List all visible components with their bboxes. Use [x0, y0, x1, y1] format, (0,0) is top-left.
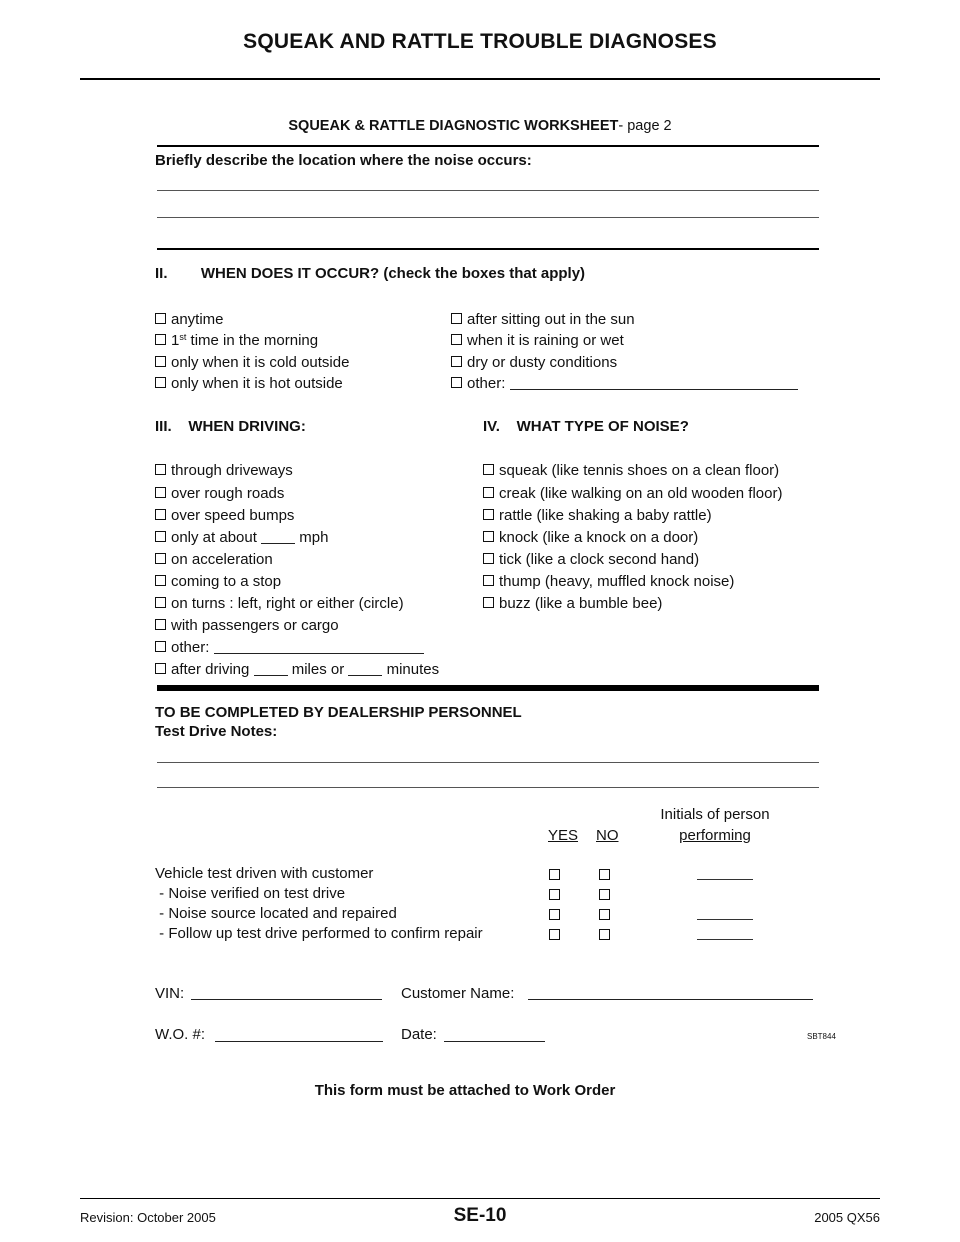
checkbox-creak[interactable] — [483, 485, 782, 502]
initials-header-line-1: Initials of person — [660, 806, 770, 823]
no-checkbox[interactable] — [599, 889, 610, 900]
checkbox-other-when[interactable] — [451, 375, 798, 392]
section-4-heading: IV. WHAT TYPE OF NOISE? — [483, 418, 689, 435]
option-label: after driving — [171, 661, 250, 678]
checkbox-icon — [451, 356, 462, 367]
unit-label: mph — [299, 529, 329, 546]
checkbox-acceleration[interactable] — [155, 551, 273, 568]
option-label: anytime — [171, 311, 224, 328]
no-header: NO — [596, 827, 619, 844]
checkbox-icon — [155, 553, 166, 564]
checkbox-icon — [483, 531, 494, 542]
location-line-2 — [157, 217, 819, 218]
checkbox-other-driving[interactable] — [155, 639, 424, 656]
vin-label: VIN: — [155, 985, 185, 1002]
option-label: when it is raining or wet — [467, 332, 624, 349]
option-label: over speed bumps — [171, 507, 295, 524]
page-title: SQUEAK AND RATTLE TROUBLE DIAGNOSES — [243, 30, 717, 53]
footer-rule — [80, 1198, 880, 1199]
test-drive-notes-label: Test Drive Notes: — [155, 723, 278, 740]
no-checkbox[interactable] — [599, 909, 610, 920]
option-label: dry or dusty conditions — [467, 354, 618, 371]
option-label: only when it is hot outside — [171, 375, 343, 392]
option-label-superscript: st — [179, 332, 187, 342]
checkbox-icon — [155, 487, 166, 498]
date-field[interactable] — [444, 1041, 545, 1042]
option-label: knock (like a knock on a door) — [499, 529, 699, 546]
checkbox-icon — [155, 464, 166, 475]
checkbox-icon — [155, 641, 166, 652]
unit-label: miles or — [291, 661, 345, 678]
checkbox-first-time-morning[interactable] — [155, 332, 318, 349]
page-number: SE-10 — [453, 1205, 507, 1226]
yes-checkbox[interactable] — [549, 909, 560, 920]
model-text: 2005 QX56 — [814, 1210, 880, 1225]
checkbox-anytime[interactable] — [155, 311, 224, 328]
no-checkbox[interactable] — [599, 929, 610, 940]
option-label: only when it is cold outside — [171, 354, 350, 371]
checkbox-icon — [451, 334, 462, 345]
checkbox-icon — [483, 509, 494, 520]
checkbox-icon — [451, 313, 462, 324]
checkbox-icon — [155, 377, 166, 388]
attach-note: This form must be attached to Work Order — [314, 1082, 616, 1099]
revision-text: Revision: October 2005 — [80, 1210, 216, 1225]
section-rule — [157, 248, 819, 250]
checkbox-stop[interactable] — [155, 573, 281, 590]
checkbox-icon — [451, 377, 462, 388]
checkbox-rattle[interactable] — [483, 507, 712, 524]
option-label: other: — [171, 639, 210, 656]
checkbox-icon — [483, 487, 494, 498]
section-3-heading: III. WHEN DRIVING: — [155, 418, 306, 435]
section-2-heading: II. WHEN DOES IT OCCUR? (check the boxes that apply) — [155, 265, 586, 282]
checkbox-sun[interactable] — [451, 311, 635, 328]
checkbox-thump[interactable] — [483, 573, 734, 590]
checkbox-icon — [483, 597, 494, 608]
checkbox-icon — [155, 313, 166, 324]
checkbox-icon — [155, 531, 166, 542]
checkbox-dusty[interactable] — [451, 354, 617, 371]
worksheet-title-page: - page 2 — [618, 118, 672, 134]
option-label: time in the morning — [190, 332, 319, 349]
checkbox-after-driving[interactable] — [155, 661, 439, 678]
checkbox-icon — [155, 663, 166, 674]
initials-header-line-2: performing — [679, 827, 751, 844]
option-label: over rough roads — [171, 485, 285, 502]
option-label: on turns : left, right or either (circle) — [171, 595, 404, 612]
checkbox-icon — [483, 464, 494, 475]
yes-header: YES — [548, 827, 579, 844]
checkbox-icon — [483, 575, 494, 586]
option-label: thump (heavy, muffled knock noise) — [499, 573, 735, 590]
checkbox-raining[interactable] — [451, 332, 624, 349]
checkbox-passengers[interactable] — [155, 617, 339, 634]
checkbox-icon — [155, 356, 166, 367]
unit-label: minutes — [386, 661, 440, 678]
checkbox-icon — [155, 334, 166, 345]
checkbox-icon — [155, 597, 166, 608]
figure-code: SBT844 — [807, 1032, 836, 1041]
checkbox-rough-roads[interactable] — [155, 485, 284, 502]
customer-name-field[interactable] — [528, 999, 813, 1000]
checkbox-turns[interactable] — [155, 595, 404, 612]
checkbox-tick[interactable] — [483, 551, 699, 568]
option-label: only at about — [171, 529, 257, 546]
worksheet-title-bold: SQUEAK & RATTLE DIAGNOSTIC WORKSHEET — [288, 118, 619, 134]
checkbox-icon — [155, 575, 166, 586]
work-order-label: W.O. #: — [155, 1026, 206, 1043]
option-label: other: — [467, 375, 506, 392]
dealer-heading: TO BE COMPLETED BY DEALERSHIP PERSONNEL — [155, 704, 522, 721]
option-label: on acceleration — [171, 551, 273, 568]
checkbox-driveways[interactable] — [155, 462, 293, 479]
check-row-label: - Noise source located and repaired — [155, 905, 397, 922]
vin-field[interactable] — [191, 999, 382, 1000]
date-label: Date: — [401, 1026, 437, 1043]
header-rule — [80, 78, 880, 80]
option-label-prefix: 1 — [171, 332, 180, 349]
initials-field[interactable] — [697, 919, 753, 920]
location-prompt: Briefly describe the location where the noise occurs: — [155, 152, 532, 169]
option-label: creak (like walking on an old wooden floor) — [499, 485, 783, 502]
worksheet-title — [0, 118, 960, 134]
customer-name-label: Customer Name: — [401, 985, 515, 1002]
checkbox-icon — [155, 619, 166, 630]
option-label: rattle (like shaking a baby rattle) — [499, 507, 712, 524]
yes-checkbox[interactable] — [549, 929, 560, 940]
speed-field[interactable] — [261, 531, 295, 544]
option-label: squeak (like tennis shoes on a clean floor) — [499, 462, 780, 479]
option-label: after sitting out in the sun — [467, 311, 635, 328]
checkbox-knock[interactable] — [483, 529, 698, 546]
work-order-field[interactable] — [215, 1041, 383, 1042]
notes-line-1 — [157, 762, 819, 763]
checkbox-hot-outside[interactable] — [155, 375, 343, 392]
section-rule — [157, 145, 819, 147]
check-row-label: - Noise verified on test drive — [155, 885, 346, 902]
other-driving-field[interactable] — [214, 641, 424, 654]
yes-checkbox[interactable] — [549, 889, 560, 900]
option-label: through driveways — [171, 462, 293, 479]
notes-line-2 — [157, 787, 819, 788]
minutes-field[interactable] — [348, 663, 382, 676]
no-checkbox[interactable] — [599, 869, 610, 880]
option-label: coming to a stop — [171, 573, 282, 590]
dealer-section-rule — [157, 685, 819, 691]
check-row-label: Vehicle test driven with customer — [155, 865, 374, 882]
checkbox-icon — [483, 553, 494, 564]
check-row-label: - Follow up test drive performed to confirm repair — [155, 925, 483, 942]
checkbox-cold-outside[interactable] — [155, 354, 349, 371]
yes-checkbox[interactable] — [549, 869, 560, 880]
miles-field[interactable] — [254, 663, 288, 676]
location-line-1 — [157, 190, 819, 191]
checkbox-speed-bumps[interactable] — [155, 507, 294, 524]
checkbox-speed[interactable] — [155, 529, 328, 546]
checkbox-icon — [155, 509, 166, 520]
option-label: buzz (like a bumble bee) — [499, 595, 663, 612]
initials-field[interactable] — [697, 939, 753, 940]
initials-field[interactable] — [697, 879, 753, 880]
checkbox-squeak[interactable] — [483, 462, 779, 479]
option-label: tick (like a clock second hand) — [499, 551, 700, 568]
option-label: with passengers or cargo — [171, 617, 339, 634]
other-when-field[interactable] — [510, 377, 798, 390]
checkbox-buzz[interactable] — [483, 595, 662, 612]
